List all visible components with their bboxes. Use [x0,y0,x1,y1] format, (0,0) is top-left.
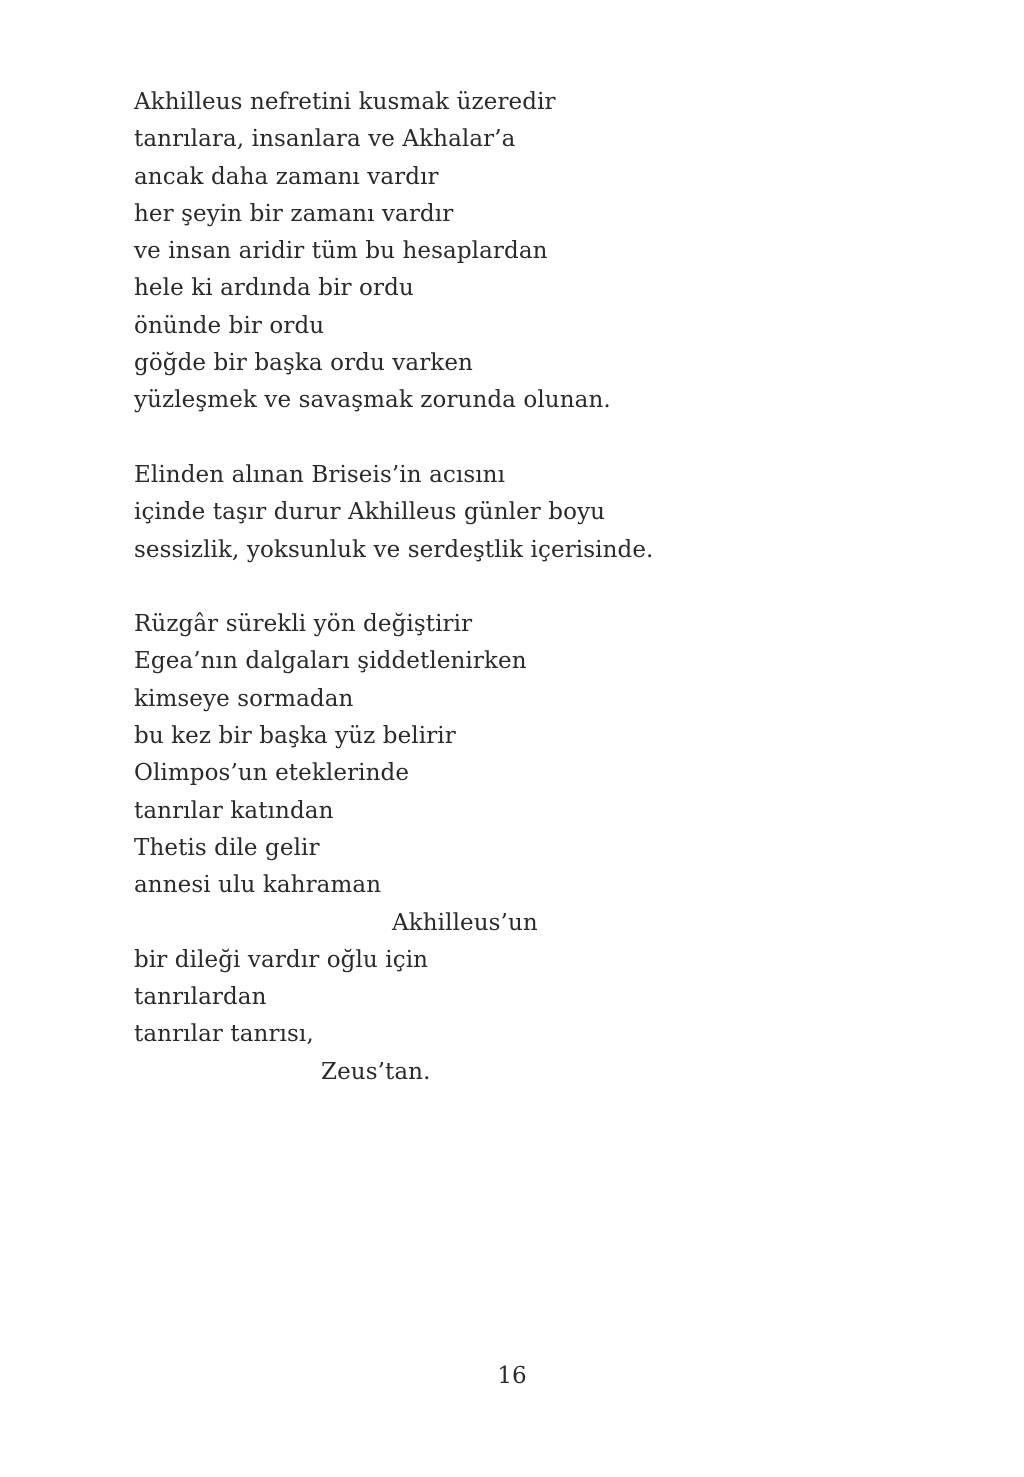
poem-line-indented: Akhilleus’un [392,909,538,936]
poem-line: kimseye sormadan [134,685,354,712]
poem-line: içinde taşır durur Akhilleus günler boyu [134,499,606,526]
poem-line: bu kez bir başka yüz belirir [134,723,456,750]
stanza-break [134,569,894,606]
poem-line: ancak daha zamanı vardır [134,163,439,190]
poem-line-indented: Zeus’tan. [321,1058,431,1085]
poem-line: Akhilleus nefretini kusmak üzeredir [134,89,556,115]
poem-line: sessizlik, yoksunluk ve serdeştlik içerisinde. [134,536,654,563]
poem-line: tanrılardan [134,984,267,1011]
poem-line: hele ki ardında bir ordu [134,275,414,302]
poem-line: yüzleşmek ve savaşmak zorunda olunan. [134,387,611,414]
poem-line: bir dileği vardır oğlu için [134,946,429,973]
poem-line: Elinden alınan Briseis’in acısını [134,461,506,488]
poem [134,84,894,1091]
stanza-break [134,420,894,457]
poem-line: ve insan aridir tüm bu hesaplardan [134,238,548,265]
poem-line: Thetis dile gelir [134,834,320,861]
poem-line: tanrılara, insanlara ve Akhalar’a [134,126,516,153]
poem-line: göğde bir başka ordu varken [134,350,473,377]
poem-line: Egea’nın dalgaları şiddetlenirken [134,648,527,675]
poem-line: Olimpos’un eteklerinde [134,760,410,787]
stanza-1 [134,84,894,420]
poem-line: annesi ulu kahraman [134,872,382,899]
stanza-3 [134,606,894,1091]
poem-line: her şeyin bir zamanı vardır [134,200,454,227]
poem-line: önünde bir ordu [134,312,325,339]
stanza-2 [134,457,894,569]
poem-line: tanrılar tanrısı, [134,1021,314,1048]
poem-line: tanrılar katından [134,797,334,824]
page-number: 16 [497,1363,527,1389]
poem-line: Rüzgâr sürekli yön değiştirir [134,611,473,638]
